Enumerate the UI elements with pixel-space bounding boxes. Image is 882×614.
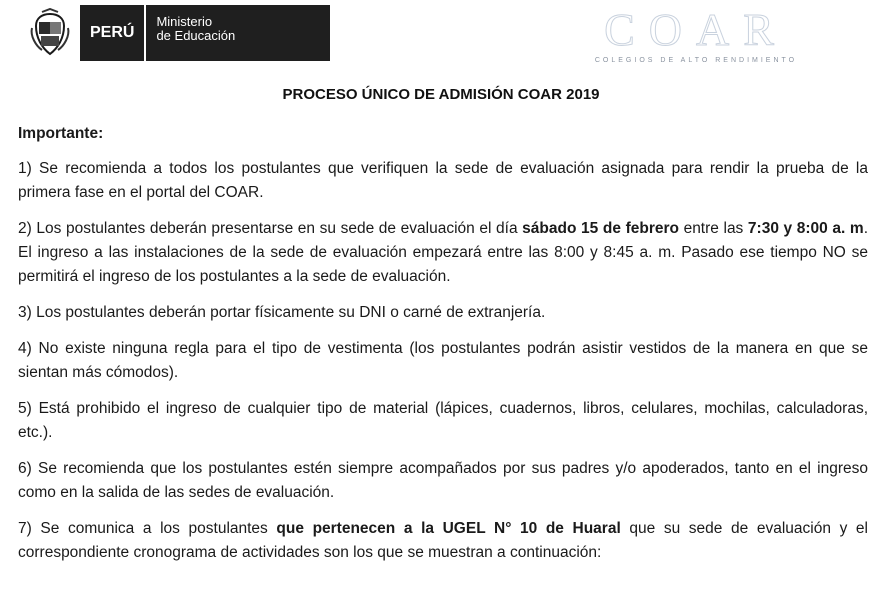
instruction-item	[18, 457, 868, 505]
ministry-name	[146, 5, 330, 61]
instruction-text: que su sede de evaluación y el correspondiente cronograma de actividades son los que se muestran a continuación:	[18, 520, 868, 561]
instruction-text: 6) Se recomienda que los postulantes estén siempre acompañados por sus padres y/o apoderados, tanto en el ingreso como en la salida de las sedes de evaluación.	[18, 460, 868, 501]
instruction-item	[18, 301, 868, 325]
instruction-item	[18, 517, 868, 565]
important-heading: Importante:	[18, 125, 104, 142]
document-title: PROCESO ÚNICO DE ADMISIÓN COAR 2019	[282, 86, 600, 103]
instruction-item	[18, 217, 868, 289]
instruction-text: 4) No existe ninguna regla para el tipo de vestimenta (los postulantes podrán asistir vestidos de la manera en que se sientan más cómodos).	[18, 340, 868, 381]
instruction-text: . El ingreso a las instalaciones de la sede de evaluación empezará entre las 8:00 y 8:45 a. m. Pasado ese tiempo NO se permitirá el ingreso de los postulantes a la sede de evaluación.	[18, 220, 869, 285]
instruction-item	[18, 337, 868, 385]
instruction-text: 7) Se comunica a los postulantes	[18, 520, 277, 537]
instruction-emphasis: 7:30 y 8:00 a. m	[747, 220, 864, 237]
instruction-text: 5) Está prohibido el ingreso de cualquier tipo de material (lápices, cuadernos, libros, celulares, mochilas, calculadoras, etc.).	[18, 400, 868, 441]
peru-label: PERÚ	[80, 5, 146, 61]
instruction-emphasis: sábado 15 de febrero	[522, 220, 679, 237]
document-body	[18, 122, 868, 577]
coar-logo-wordmark: COAR	[604, 4, 788, 55]
ministry-name-line1: Ministerio	[156, 14, 213, 29]
ministry-logo	[20, 5, 330, 61]
instruction-text: 3) Los postulantes deberán portar físicamente su DNI o carné de extranjería.	[18, 304, 546, 321]
coar-logo-tagline: COLEGIOS DE ALTO RENDIMIENTO	[594, 57, 798, 64]
ministry-name-line2: de Educación	[156, 28, 236, 43]
peru-coat-of-arms-icon	[20, 5, 80, 61]
instruction-item	[18, 157, 868, 205]
document-header	[20, 5, 882, 67]
instruction-text: entre las	[678, 220, 748, 237]
instruction-text: 2) Los postulantes deberán presentarse en su sede de evaluación el día	[18, 220, 523, 237]
instruction-text: 1) Se recomienda a todos los postulantes que verifiquen la sede de evaluación asignada para rendir la prueba de la primera fase en el portal del COAR.	[18, 160, 868, 201]
coar-logo	[576, 5, 816, 71]
instruction-item	[18, 397, 868, 445]
instruction-list	[18, 157, 868, 565]
instruction-emphasis: que pertenecen a la UGEL N° 10 de Huaral	[276, 520, 621, 537]
